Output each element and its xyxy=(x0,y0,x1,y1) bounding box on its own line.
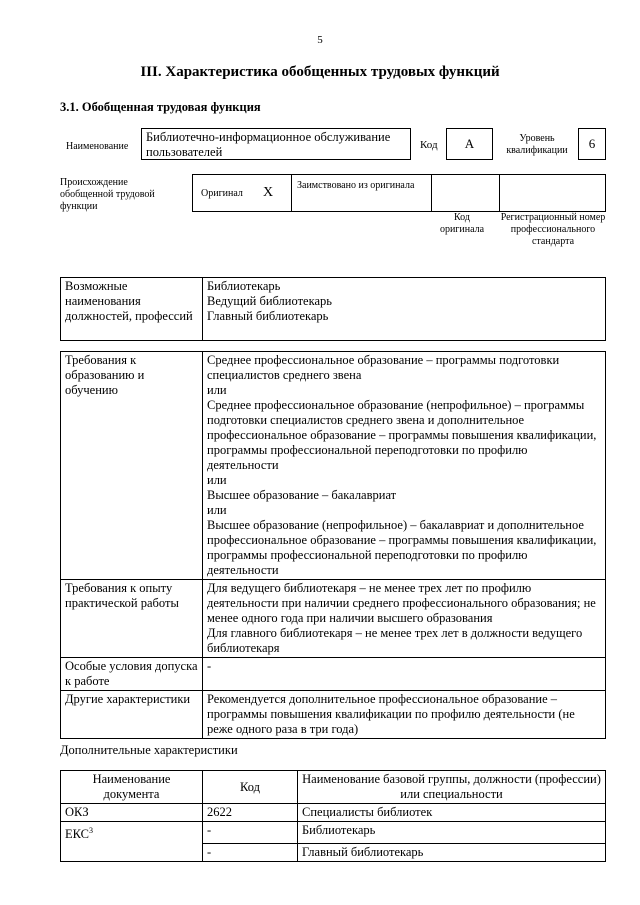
code-label: Код xyxy=(420,139,438,151)
column-header: Наименование документа xyxy=(61,771,203,804)
requirement-value: Рекомендуется дополнительное профессиональное образование – программы повышения квалификации по профилю деятельности (не реже одного раза в три года) xyxy=(203,691,606,739)
requirement-value: Для ведущего библиотекаря – не менее трех лет по профилю деятельности при наличии среднего профессионального образования; не менее одного года при наличии высшего образования Для главного библиотекаря – не менее трех лет в должности ведущего библиотекаря xyxy=(203,580,606,658)
positions-values xyxy=(203,278,606,341)
code-cell: - xyxy=(203,843,298,861)
requirement-value: Среднее профессиональное образование – программы подготовки специалистов среднего звена или Среднее профессиональное образование (непрофильное) – программы подготовки специалистов среднего звена и дополнительное профессиональное образование – программы повышения квалификации, программы профессиональной переподготовки по профилю деятельности или Высшее образование – бакалавриат или Высшее образование (непрофильное) – бакалавриат и дополнительное профессиональное образование – программы повышения квалификации, программы профессиональной переподготовки по профилю деятельности xyxy=(203,352,606,580)
level-value: 6 xyxy=(578,128,606,160)
subsection-title: 3.1. Обобщенная трудовая функция xyxy=(60,100,261,114)
origin-label: Происхождение обобщенной трудовой функции xyxy=(60,177,155,212)
section-title: III. Характеристика обобщенных трудовых функций xyxy=(140,64,500,80)
level-label: Уровень квалификации xyxy=(506,133,568,156)
position-item: Библиотекарь xyxy=(207,279,281,293)
code-cell: 2622 xyxy=(203,804,298,822)
position-item: Главный библиотекарь xyxy=(207,309,329,323)
requirement-label: Другие характеристики xyxy=(61,691,203,739)
name-cell: Библиотекарь xyxy=(298,822,606,844)
requirement-label: Особые условия допуска к работе xyxy=(61,658,203,691)
additional-heading: Дополнительные характеристики xyxy=(60,743,238,757)
reg-number-caption: Регистрационный номер профессионального стандарта xyxy=(500,212,606,247)
borrowed-label: Заимствовано из оригинала xyxy=(297,180,415,191)
additional-table xyxy=(60,770,606,862)
divider xyxy=(431,174,432,212)
name-value: Библиотечно-информационное обслуживание пользователей xyxy=(141,128,411,160)
original-label: Оригинал xyxy=(201,188,243,199)
positions-label: Возможные наименования должностей, профессий xyxy=(61,278,203,341)
page-number: 5 xyxy=(317,34,323,46)
name-cell: Главный библиотекарь xyxy=(298,843,606,861)
requirement-value: - xyxy=(203,658,606,691)
position-item: Ведущий библиотекарь xyxy=(207,294,332,308)
divider xyxy=(499,174,500,212)
requirements-table xyxy=(60,351,606,739)
code-value: А xyxy=(446,128,493,160)
positions-table xyxy=(60,277,606,341)
doc-text: ЕКС xyxy=(65,827,89,842)
doc-cell xyxy=(61,822,203,844)
name-cell: Специалисты библиотек xyxy=(298,804,606,822)
code-original-caption: Код оригинала xyxy=(439,212,485,235)
doc-cell: ОКЗ xyxy=(61,804,203,822)
footnote-ref: 3 xyxy=(89,826,93,835)
original-mark: X xyxy=(263,185,274,200)
name-label: Наименование xyxy=(66,141,129,152)
code-cell: - xyxy=(203,822,298,844)
doc-cell xyxy=(61,843,203,861)
column-header: Наименование базовой группы, должности (профессии) или специальности xyxy=(298,771,606,804)
requirement-label: Требования к опыту практической работы xyxy=(61,580,203,658)
requirement-label: Требования к образованию и обучению xyxy=(61,352,203,580)
divider xyxy=(291,174,292,212)
column-header: Код xyxy=(203,771,298,804)
origin-box xyxy=(192,174,606,212)
